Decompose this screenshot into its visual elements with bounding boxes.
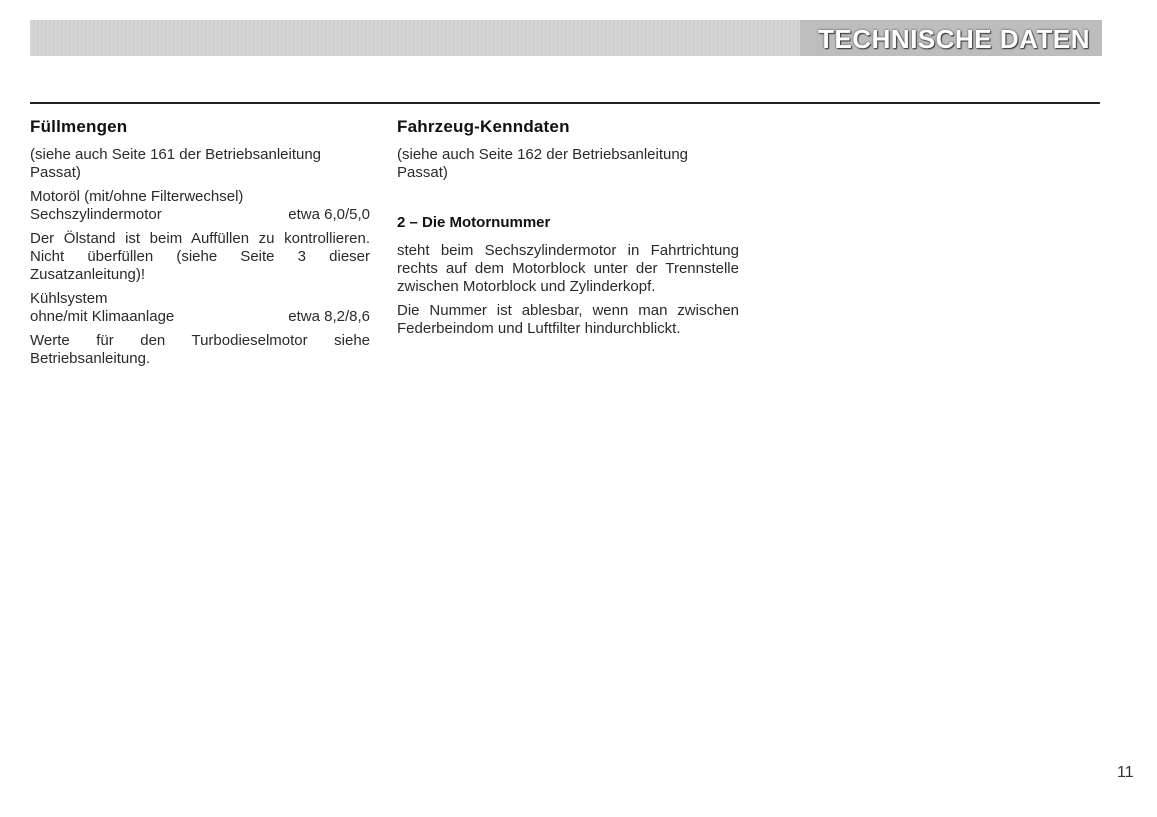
oil-engine-label: Sechszylindermotor (30, 206, 162, 223)
reference-note-2: (siehe auch Seite 162 der Betriebsanleitung Passat) (397, 146, 689, 181)
oil-spec-row (30, 206, 370, 224)
column-fahrzeug-kenndaten (397, 118, 739, 344)
cooling-value: etwa 8,2/8,6 (288, 308, 370, 325)
cooling-spec-row (30, 308, 370, 326)
page-number: 11 (1117, 764, 1134, 781)
heading-fuellmengen: Füllmengen (30, 117, 128, 136)
reference-note: (siehe auch Seite 161 der Betriebsanleitung Passat) (30, 146, 322, 181)
heading-kenndaten: Fahrzeug-Kenndaten (397, 117, 570, 136)
subheading-motornummer: 2 – Die Motornummer (397, 214, 551, 231)
spacer (397, 188, 739, 214)
column-fuellmengen (30, 118, 370, 374)
divider-rule (30, 102, 1100, 104)
cooling-variant-label: ohne/mit Klimaanlage (30, 308, 175, 325)
turbo-note: Werte für den Turbodieselmotor siehe Betriebsanleitung. (30, 332, 370, 367)
cooling-label: Kühlsystem (30, 290, 108, 307)
oil-label: Motoröl (mit/ohne Filterwechsel) (30, 188, 244, 205)
motornummer-paragraph-1: steht beim Sechszylindermotor in Fahrtrichtung rechts auf dem Motorblock unter der Trennstelle zwischen Motorblock und Zylinderkopf. (397, 242, 739, 295)
page-section-title: TECHNISCHE DATEN (800, 20, 1102, 56)
oil-note: Der Ölstand ist beim Auffüllen zu kontrollieren. Nicht überfüllen (siehe Seite 3 dieser Zusatzanleitung)! (30, 230, 370, 283)
motornummer-paragraph-2: Die Nummer ist ablesbar, wenn man zwischen Federbeindom und Luftfilter hindurchblickt. (397, 302, 739, 337)
oil-value: etwa 6,0/5,0 (288, 206, 370, 223)
header-band (30, 20, 1102, 56)
